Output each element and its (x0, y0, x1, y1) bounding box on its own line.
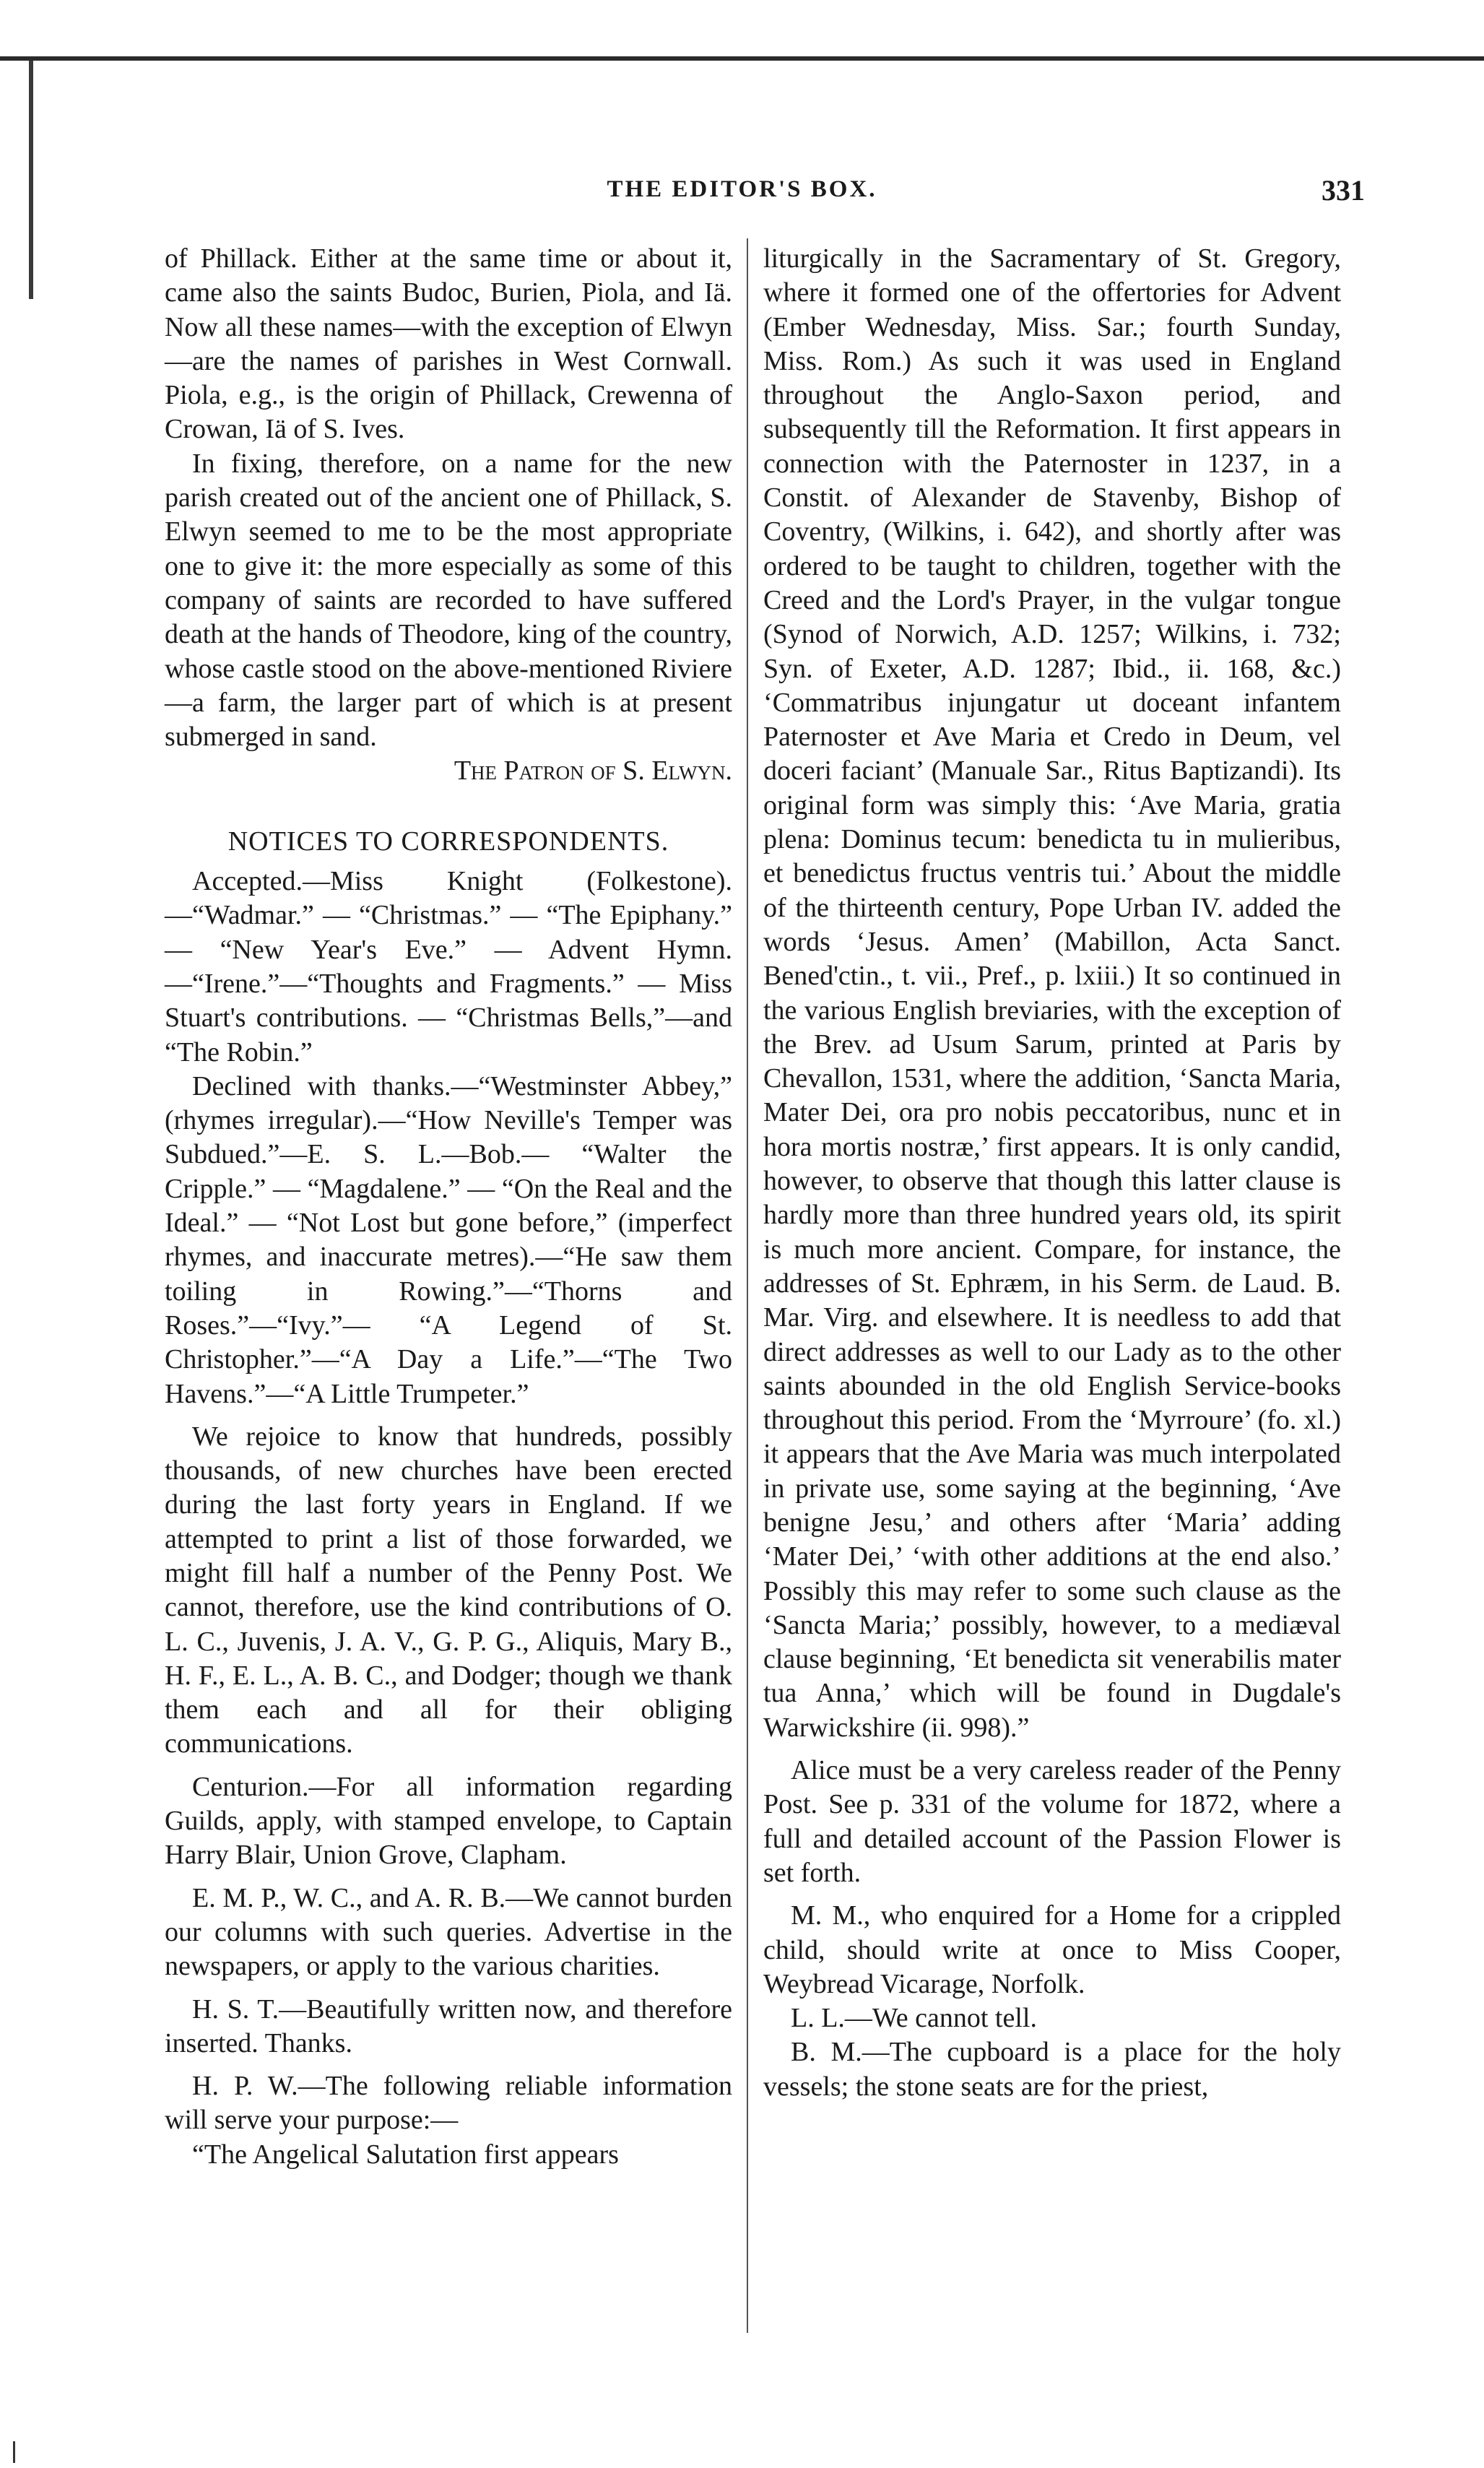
margin-mark (13, 2441, 15, 2463)
page-number: 331 (1322, 174, 1365, 207)
signature: The Patron of S. Elwyn. (454, 755, 732, 787)
notice-bm: B. M.—The cupboard is a place for the holy vessels; the stone seats are for the priest, (763, 2037, 1341, 2102)
notice-churches: We rejoice to know that hundreds, possibly thousands, of new churches have been erected during the last forty years in England. If we attempted to print a list of those forwarded, we might fill half a number of the Penny Post. We cannot, therefore, use the kind contributions of O. L. C., Juvenis, J. A. V., G. P. G., Aliquis, Mary B., H. F., E. L., A. B. C., and Dodger; though we thank them each and all for their obliging communications. (165, 1421, 732, 1759)
quote-start: “The Angelical Salutation first appears (192, 2139, 619, 2170)
notice-ll: L. L.—We cannot tell. (791, 2003, 1037, 2034)
right-column (763, 242, 1341, 2104)
paragraph-ave-maria: liturgically in the Sacramentary of St. Gregory, where it formed one of the offertories for Advent (Ember Wednesday, Miss. Sar.; fourth Sunday, Miss. Rom.) As such it was used in England throughout the Anglo-Saxon period, and subsequently till the Reformation. It first appears in connection with the Paternoster in 1237, in a Constit. of Alexander de Stavenby, Bishop of Coventry, (Wilkins, i. 642), and shortly after was ordered to be taught to children, together with the Creed and the Lord's Prayer, in the vulgar tongue (Synod of Norwich, A.D. 1257; Wilkins, i. 732; Syn. of Exeter, A.D. 1287; Ibid., ii. 168, &c.) ‘Commatribus injungatur ut doceant infantem Paternoster et Ave Maria et Credo in Deum, vel doceri faciant’ (Manuale Sar., Ritus Baptizandi). Its original form was simply this: ‘Ave Maria, gratia plena: Dominus tecum: benedicta tu in mulieribus, et benedictus fructus ventris tui.’ About the middle of the thirteenth century, Pope Urban IV. added the words ‘Jesus. Amen’ (Mabillon, Acta Sanct. Bened'ctin., t. vii., Pref., p. lxiii.) It so continued in the various English breviaries, with the exception of the Brev. ad Usum Sarum, printed at Paris by Chevallon, 1531, where the addition, ‘Sancta Maria, Mater Dei, ora pro nobis peccatoribus, nunc et in hora mortis nostræ,’ first appears. It is only candid, however, to observe that though this latter clause is hardly more than three hundred years old, its spirit is much more ancient. Compare, for instance, the addresses of St. Ephræm, in his Serm. de Laud. B. Mar. Virg. and elsewhere. It is needless to add that direct addresses as well to our Lady as to the other saints abounded in the old English Service-books throughout this period. From the ‘Myrroure’ (fo. xl.) it appears that the Ave Maria was much interpolated in private use, some saying at the beginning, ‘Ave benigne Jesu,’ and others after ‘Maria’ adding ‘Mater Dei,’ ‘with other additions at the end also.’ Possibly this may refer to some such clause as the ‘Sancta Maria;’ possibly, however, to a mediæval clause beginning, ‘Et benedicta sit venerabilis mater tua Anna,’ which will be found in Dugdale's Warwickshire (ii. 998).” (763, 243, 1341, 1743)
notice-mm: M. M., who enquired for a Home for a crippled child, should write at once to Miss Cooper, Weybread Vicarage, Norfolk. (763, 1900, 1341, 1999)
paragraph-elwyn (165, 447, 732, 789)
top-border-rule (0, 56, 1484, 61)
notice-emp: E. M. P., W. C., and A. R. B.—We cannot burden our columns with such queries. Advertise in the newspapers, or apply to the various charities. (165, 1882, 732, 1982)
notice-hst: H. S. T.—Beautifully written now, and therefore inserted. Thanks. (165, 1993, 732, 2058)
column-divider (747, 238, 748, 2333)
paragraph-phillack: of Phillack. Either at the same time or about it, came also the saints Budoc, Burien, Piola, and Iä. Now all these names—with the exception of Elwyn—are the names of parishes in West Cornwall. Piola, e.g., is the origin of Phillack, Crewenna of Crowan, Iä of S. Ives. (165, 243, 732, 445)
notice-declined: Declined with thanks.—“Westminster Abbey,” (rhymes irregular).—“How Neville's Temper was Subdued.”—E. S. L.—Bob.— “Walter the Cripple.” — “Magdalene.” — “On the Real and the Ideal.” — “Not Lost but gone before,” (imperfect rhymes, and inaccurate metres).—“He saw them toiling in Rowing.”—“Thorns and Roses.”—“Ivy.”— “A Legend of St. Christopher.”—“A Day a Life.”—“The Two Havens.”—“A Little Trumpeter.” (165, 1070, 732, 1409)
notice-accepted: Accepted.—Miss Knight (Folkestone).—“Wadmar.” — “Christmas.” — “The Epiphany.” — “New Year's Eve.” — Advent Hymn.—“Irene.”—“Thoughts and Fragments.” — Miss Stuart's contributions. — “Christmas Bells,”—and “The Robin.” (165, 866, 732, 1068)
notice-alice: Alice must be a very careless reader of the Penny Post. See p. 331 of the volume for 1872, where a full and detailed account of the Passion Flower is set forth. (763, 1755, 1341, 1888)
paragraph-elwyn-text: In fixing, therefore, on a name for the new parish created out of the ancient one of Phillack, S. Elwyn seemed to me to be the most appropriate one to give it: the more especially as some of this company of saints are recorded to have suffered death at the hands of Theodore, king of the country, whose castle stood on the above-mentioned Riviere—a farm, the larger part of which is at present submerged in sand. (165, 448, 732, 753)
notice-hpw: H. P. W.—The following reliable information will serve your purpose:— (165, 2071, 732, 2136)
notice-centurion: Centurion.—For all information regarding Guilds, apply, with stamped envelope, to Captain Harry Blair, Union Grove, Clapham. (165, 1771, 732, 1871)
section-heading: NOTICES TO CORRESPONDENTS. (227, 826, 669, 857)
running-head: THE EDITOR'S BOX. (607, 176, 877, 202)
left-column (165, 242, 732, 2172)
